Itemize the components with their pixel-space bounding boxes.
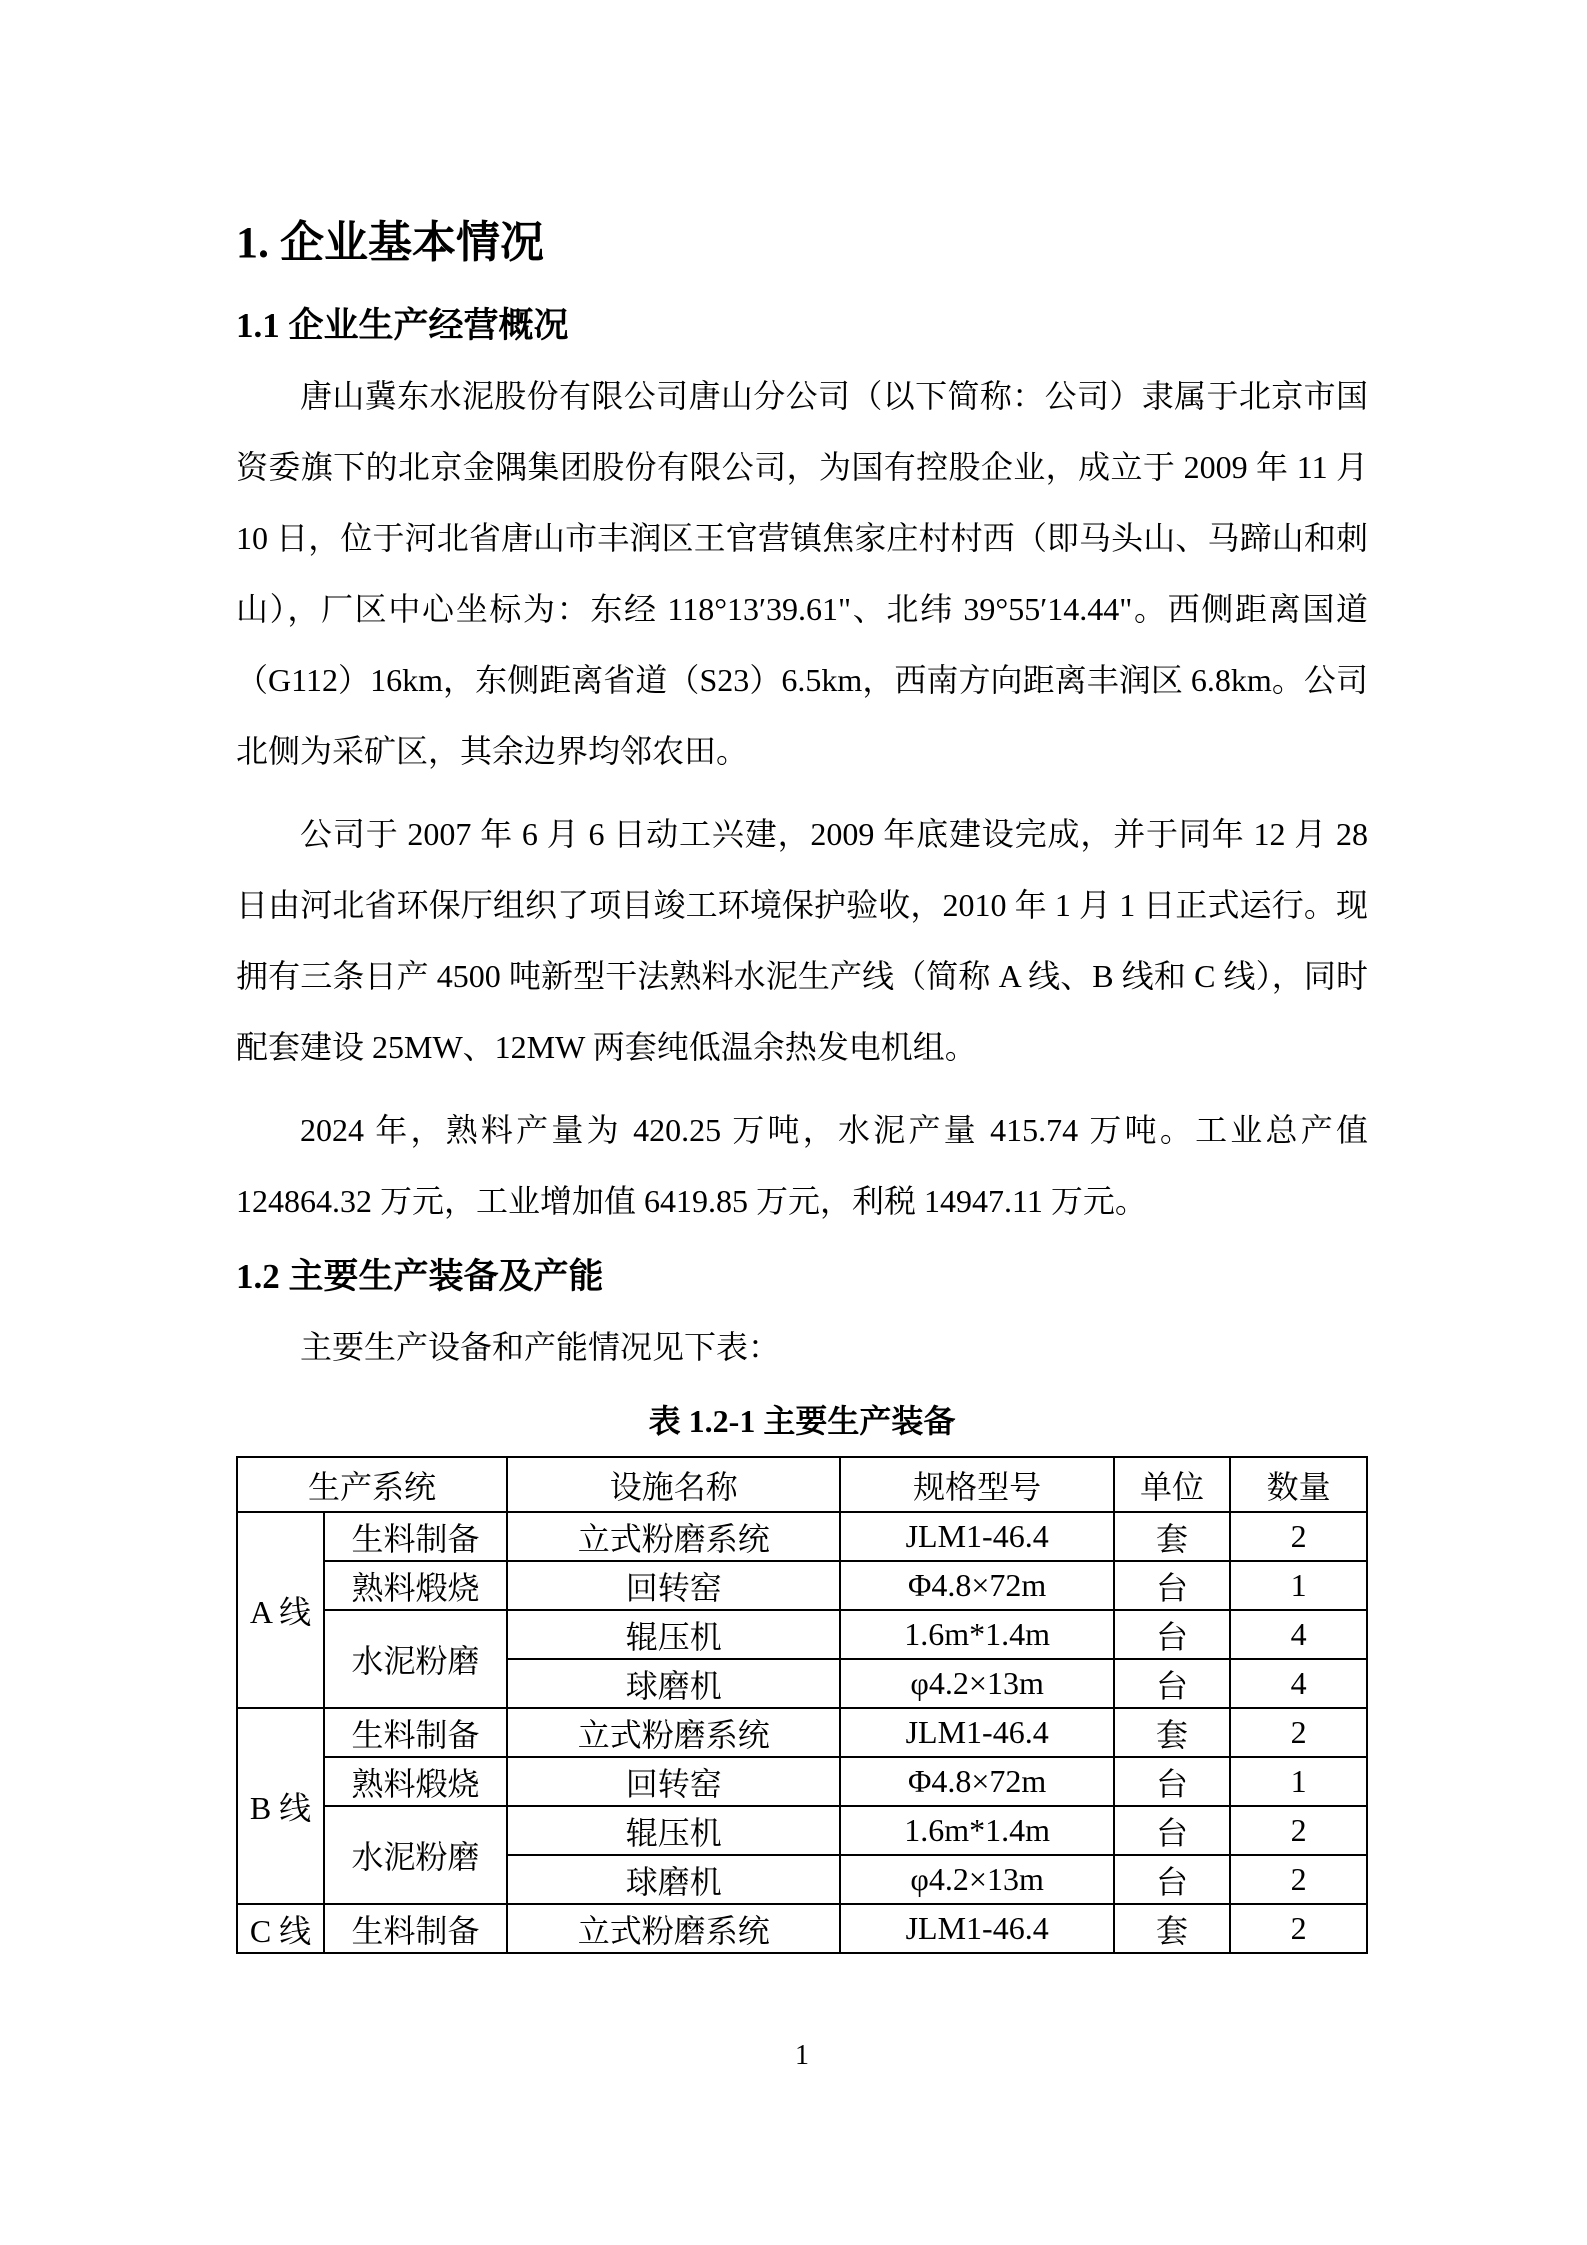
cell-spec: Φ4.8×72m bbox=[840, 1757, 1113, 1806]
paragraph-construction-history: 公司于 2007 年 6 月 6 日动工兴建，2009 年底建设完成，并于同年 12 月 28 日由河北省环保厅组织了项目竣工环境保护验收，2010 年 1 月 1 日正式运行。现拥有三条日产 4500 吨新型干法熟料水泥生产线（简称 A 线、B 线和 C 线），同时配套建设 25MW、12MW 两套纯低温余热发电机组。 bbox=[236, 816, 1368, 1065]
cell-system: 水泥粉磨 bbox=[324, 1806, 507, 1904]
table-row bbox=[237, 1757, 1367, 1806]
paragraph-2024-output: 2024 年，熟料产量为 420.25 万吨，水泥产量 415.74 万吨。工业总产值 124864.32 万元，工业增加值 6419.85 万元，利税 14947.11 万元。 bbox=[236, 1112, 1368, 1219]
cell-device-name: 回转窑 bbox=[507, 1561, 840, 1610]
cell-qty: 2 bbox=[1230, 1512, 1367, 1561]
cell-line-b: B 线 bbox=[237, 1708, 324, 1904]
cell-system: 生料制备 bbox=[324, 1904, 507, 1953]
cell-unit: 台 bbox=[1114, 1610, 1230, 1659]
cell-unit: 台 bbox=[1114, 1757, 1230, 1806]
cell-unit: 台 bbox=[1114, 1806, 1230, 1855]
subsection-heading-1-1: 1.1 企业生产经营概况 bbox=[236, 306, 569, 345]
cell-system: 水泥粉磨 bbox=[324, 1610, 507, 1708]
cell-unit: 台 bbox=[1114, 1855, 1230, 1904]
cell-qty: 4 bbox=[1230, 1610, 1367, 1659]
cell-qty: 1 bbox=[1230, 1757, 1367, 1806]
table-row bbox=[237, 1512, 1367, 1561]
table-caption: 表 1.2-1 主要生产装备 bbox=[648, 1403, 956, 1439]
cell-device-name: 立式粉磨系统 bbox=[507, 1904, 840, 1953]
cell-device-name: 辊压机 bbox=[507, 1610, 840, 1659]
equipment-table bbox=[236, 1456, 1368, 1954]
cell-unit: 台 bbox=[1114, 1561, 1230, 1610]
cell-spec: JLM1-46.4 bbox=[840, 1904, 1113, 1953]
cell-line-a: A 线 bbox=[237, 1512, 324, 1708]
table-row bbox=[237, 1610, 1367, 1659]
cell-device-name: 球磨机 bbox=[507, 1659, 840, 1708]
table-row bbox=[237, 1904, 1367, 1953]
section-heading: 1. 企业基本情况 bbox=[236, 218, 544, 267]
cell-system: 生料制备 bbox=[324, 1708, 507, 1757]
cell-unit: 套 bbox=[1114, 1904, 1230, 1953]
cell-qty: 1 bbox=[1230, 1561, 1367, 1610]
cell-device-name: 球磨机 bbox=[507, 1855, 840, 1904]
cell-spec: JLM1-46.4 bbox=[840, 1512, 1113, 1561]
table-row bbox=[237, 1561, 1367, 1610]
cell-spec: JLM1-46.4 bbox=[840, 1708, 1113, 1757]
cell-spec: 1.6m*1.4m bbox=[840, 1610, 1113, 1659]
paragraph-company-overview: 唐山冀东水泥股份有限公司唐山分公司（以下简称：公司）隶属于北京市国资委旗下的北京金隅集团股份有限公司，为国有控股企业，成立于 2009 年 11 月 10 日，位于河北省唐山市丰润区王官营镇焦家庄村村西（即马头山、马蹄山和刺山），厂区中心坐标为：东经 118°13′39.61"、北纬 39°55′14.44"。西侧距离国道（G112）16km，东侧距离省道（S23）6.5km，西南方向距离丰润区 6.8km。公司北侧为采矿区，其余边界均邻农田。 bbox=[236, 378, 1368, 769]
table-row bbox=[237, 1708, 1367, 1757]
cell-device-name: 立式粉磨系统 bbox=[507, 1512, 840, 1561]
header-production-system: 生产系统 bbox=[237, 1457, 507, 1512]
cell-spec: Φ4.8×72m bbox=[840, 1561, 1113, 1610]
table-header-row bbox=[237, 1457, 1367, 1512]
header-unit: 单位 bbox=[1114, 1457, 1230, 1512]
cell-qty: 2 bbox=[1230, 1904, 1367, 1953]
cell-spec: φ4.2×13m bbox=[840, 1855, 1113, 1904]
cell-qty: 4 bbox=[1230, 1659, 1367, 1708]
cell-qty: 2 bbox=[1230, 1708, 1367, 1757]
cell-spec: φ4.2×13m bbox=[840, 1659, 1113, 1708]
cell-system: 熟料煅烧 bbox=[324, 1757, 507, 1806]
cell-qty: 2 bbox=[1230, 1855, 1367, 1904]
cell-device-name: 立式粉磨系统 bbox=[507, 1708, 840, 1757]
cell-system: 熟料煅烧 bbox=[324, 1561, 507, 1610]
cell-device-name: 辊压机 bbox=[507, 1806, 840, 1855]
cell-unit: 套 bbox=[1114, 1512, 1230, 1561]
table-row bbox=[237, 1806, 1367, 1855]
paragraph-table-intro: 主要生产设备和产能情况见下表： bbox=[300, 1329, 781, 1365]
header-quantity: 数量 bbox=[1230, 1457, 1367, 1512]
page-number: 1 bbox=[795, 2040, 809, 2071]
cell-line-c: C 线 bbox=[237, 1904, 324, 1953]
cell-device-name: 回转窑 bbox=[507, 1757, 840, 1806]
cell-qty: 2 bbox=[1230, 1806, 1367, 1855]
cell-unit: 套 bbox=[1114, 1708, 1230, 1757]
header-facility-name: 设施名称 bbox=[507, 1457, 840, 1512]
header-spec-model: 规格型号 bbox=[840, 1457, 1113, 1512]
cell-unit: 台 bbox=[1114, 1659, 1230, 1708]
subsection-heading-1-2: 1.2 主要生产装备及产能 bbox=[236, 1257, 604, 1296]
cell-spec: 1.6m*1.4m bbox=[840, 1806, 1113, 1855]
cell-system: 生料制备 bbox=[324, 1512, 507, 1561]
